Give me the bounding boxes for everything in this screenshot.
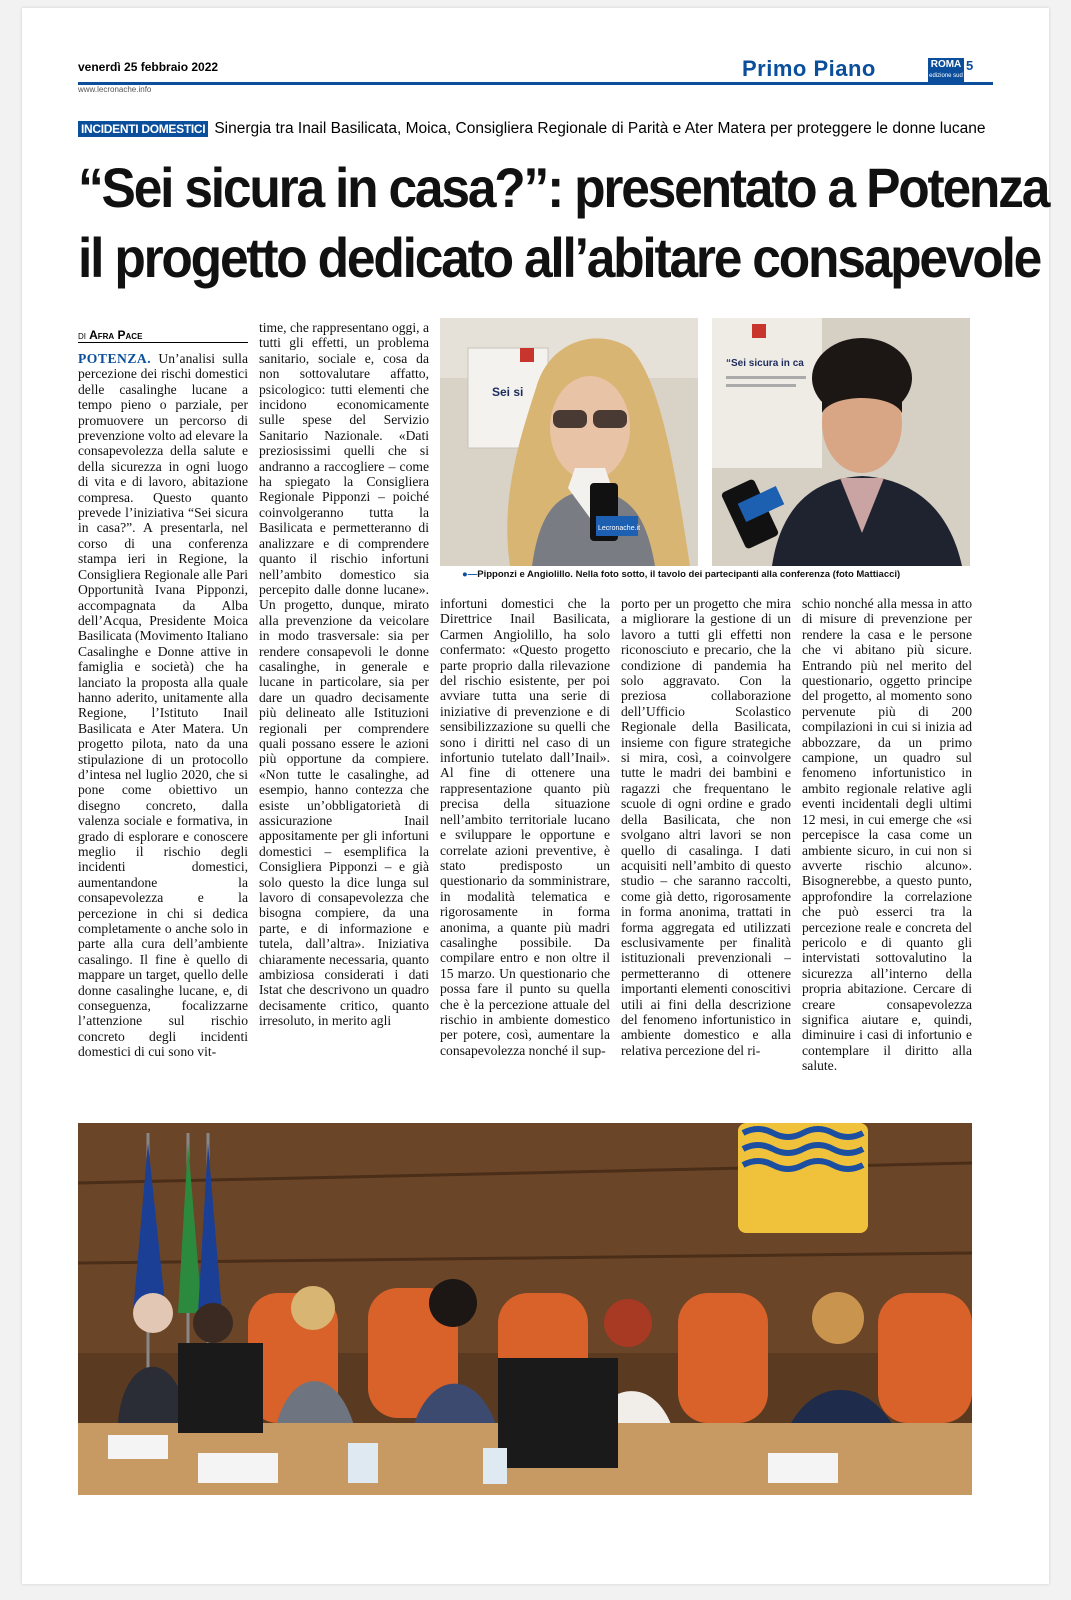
photo-angiolillo-image: [712, 318, 970, 566]
newspaper-logo: [928, 58, 964, 82]
byline: [78, 328, 142, 342]
site-url: www.lecronache.info: [78, 85, 152, 94]
article-column-3: [440, 596, 610, 1111]
column-5-text: schio nonché alla messa in atto di misure di prevenzione per rendere la casa e le persone che vi abitano più sicure. Entrando più nel merito del questionario, oggetto principe del progetto, al momento sono pervenute più di 200 compilazioni in cui si inizia ad abbozzare, da un primo campione, un quadro sul fenomeno infortunistico in ambito regionale relative agli eventi incidentali degli ultimi 12 mesi, in cui emerge che «si percepisce la casa come un ambiente sicuro, in cui non si avverte rischio alcuno». Bisognerebbe, a questo punto, approfondire la correlazione che può esserci tra la percezione reale e concreta del pericolo e di quanto gli intervistati sottovalutino la sicurezza all’interno della propria abitazione. Cercare di creare consapevolezza significa aiutare e, quindi, diminuire i casi di infortunio e contemplare il diritto alla salute.: [802, 596, 972, 1074]
kicker-text: Sinergia tra Inail Basilicata, Moica, Consigliera Regionale di Parità e Ater Matera per proteggere le donne lucane: [214, 120, 986, 137]
issue-date: venerdì 25 febbraio 2022: [78, 60, 219, 74]
byline-author: Afra Pace: [89, 328, 143, 342]
page-number: 5: [966, 58, 974, 73]
photo-conference-table: [78, 1123, 972, 1495]
column-2-text: time, che rappresentano oggi, a tutti gli effetti, un problema sanitario, sociale e, cosa da non sottovalutare affatto, psicologico: tutti elementi che incidono economicamente sulle spese del Servizio Sanitario Nazionale. «Dati preziosissimi quelli che si andranno a raccogliere – come ha spiegato la Consigliera Regionale Pipponzi – poiché coinvolgeranno tutta la Basilicata e permetteranno di analizzare e di comprendere quanto il rischio infortuni nell’ambito domestico sia percepito dalle donne lucane». Un progetto, dunque, mirato alla prevenzione da veicolare in modo trasversale: sia per rendere consapevoli le donne casalinghe, in generale e lucane in particolare, sia per dare un quadro decisamente più delineato alle Istituzioni regionali per comprendere quali possano essere le azioni più opportune da compiere. «Non tutte le casalinghe, ad esempio, hanno contezza che esiste un’obbligatorietà di assicurazione Inail appositamente per gli infortuni domestici – esemplifica la Consigliera Pipponzi – e già solo questo la dice lunga sul lavoro di consapevolezza che bisogna compiere, da una parte, e di informazione e tutela, dall’altra». Iniziativa chiaramente necessaria, quanto ambiziosa considerati i dati Istat che descrivono un quadro decisamente critico, quanto irresoluto, in merito agli: [259, 320, 429, 1029]
photo-pipponzi-image: [440, 318, 698, 566]
headline-line-2: il progetto dedicato all’abitare consapevole: [78, 226, 1041, 289]
logo-subtext: edizione sud: [929, 73, 963, 79]
photo2-sign-text: “Sei sicura in ca: [726, 358, 804, 369]
newspaper-page: [22, 8, 1049, 1584]
article-column-5: [802, 596, 972, 1111]
caption-text: Pipponzi e Angiolillo. Nella foto sotto, il tavolo dei partecipanti alla conferenza (foto Mattiacci): [477, 569, 901, 580]
photo-angiolillo: [712, 318, 970, 566]
column-3-text: infortuni domestici che la Direttrice Inail Basilicata, Carmen Angiolillo, ha solo confermato: «Questo progetto parte proprio dalla rilevazione del rischio esistente, per poi avviare tutta una serie di iniziative di prevenzione e di sensibilizzazione su quelli che sono i diritti nel caso di un infortunio tutelato dall’Inail». Al fine di ottenere una rappresentazione quanto più precisa della situazione nell’ambito territoriale lucano e sviluppare le opportune e correlate azioni preventive, è stato predisposto un questionario da somministrare, in modalità telematica e rigorosamente in forma anonima, a quante più madri casalinghe possibile. Da compilare entro e non oltre il 15 marzo. Un questionario che possa fare il punto su quella che è la percezione attuale del rischio in ambiente domestico per potere, così, aumentare la consapevolezza nonché il sup-: [440, 596, 610, 1058]
photo-caption: ●—Pipponzi e Angiolillo. Nella foto sotto, il tavolo dei partecipanti alla conferenza (foto Mattiacci): [462, 569, 901, 580]
mic-flag-label: Lecronache.it: [598, 525, 641, 532]
headline-line-1: “Sei sicura in casa?”: presentato a Potenza: [78, 156, 1049, 219]
article-column-1: [78, 351, 248, 1111]
header-rule: [78, 82, 993, 85]
photo1-sign-text: Sei si: [492, 385, 524, 399]
byline-rule: [78, 342, 248, 343]
kicker: [78, 120, 998, 138]
section-title: Primo Piano: [742, 56, 876, 81]
column-4-text: porto per un progetto che mira a migliorare la gestione di un lavoro a tutti gli effetti non riconosciuto e precario, che la condizione di pandemia ha solo aggravato. Con la preziosa collaborazione dell’Ufficio Scolastico Regionale della Basilicata, insieme con figure strategiche si mira, così, a coinvolgere tutte le madri dei bambini e ragazzi che frequentano le scuole di ogni ordine e grado della Basilicata, che non svolgano altri lavori se non quello di casalinga. I dati acquisiti nell’ambito di questo studio – che saranno raccolti, come già detto, rigorosamente in forma anonima, trattati in forma aggregata ed utilizzati esclusivamente per finalità istituzionali prevenzionali – permetteranno di ottenere importanti elementi conoscitivi utili ai fini della descrizione del fenomeno infortunistico in ambiente domestico e alla relativa percezione del ri-: [621, 596, 791, 1058]
column-1-text: Un’analisi sulla percezione dei rischi domestici delle casalinghe lucane a tempo pieno o parziale, per promuovere un percorso di prevenzione volto ad elevare la consapevolezza della salute e della sicurezza in ogni luogo di vita e di lavoro, abitazione compresa. Questo quanto prevede l’iniziativa “Sei sicura in casa?”. A presentarla, nel corso di una conferenza stampa ieri in Regione, la Consigliera Regionale alle Pari Opportunità Ivana Pipponzi, accompagnata da Alba dell’Acqua, Presidente Moica Basilicata (Movimento Italiano Casalinghe e Donne attive in famiglia e società) che ha lanciato la proposta alla quale hanno aderito, unitamente alla Regione, l’Istituto Inail Basilicata e Ater Matera. Un progetto pilota, nato da una stipulazione di un protocollo d’intesa nel luglio 2020, che si pone come obiettivo un disegno concreto, dalla valenza sociale e formativa, in grado di esplorare e conoscere meglio il rischio degli incidenti domestici, aumentandone la consapevolezza e la percezione in chi si dedica completamente o anche solo in parte alla cura dell’ambiente casalingo. Il fine è quello di mappare un target, quello delle donne casalinghe lucane, e, di conseguenza, focalizzarne l’attenzione sul rischio concreto degli incidenti domestici di cui sono vit-: [78, 351, 248, 1060]
photo-pipponzi: [440, 318, 698, 566]
byline-prefix: di: [78, 330, 86, 342]
logo-text: ROMA: [930, 59, 962, 70]
kicker-tag: INCIDENTI DOMESTICI: [78, 121, 208, 137]
headline: [78, 153, 1049, 293]
article-column-4: [621, 596, 791, 1111]
conference-photo-image: [78, 1123, 972, 1495]
dateline: POTENZA.: [78, 351, 152, 366]
article-column-2: [259, 320, 429, 1111]
